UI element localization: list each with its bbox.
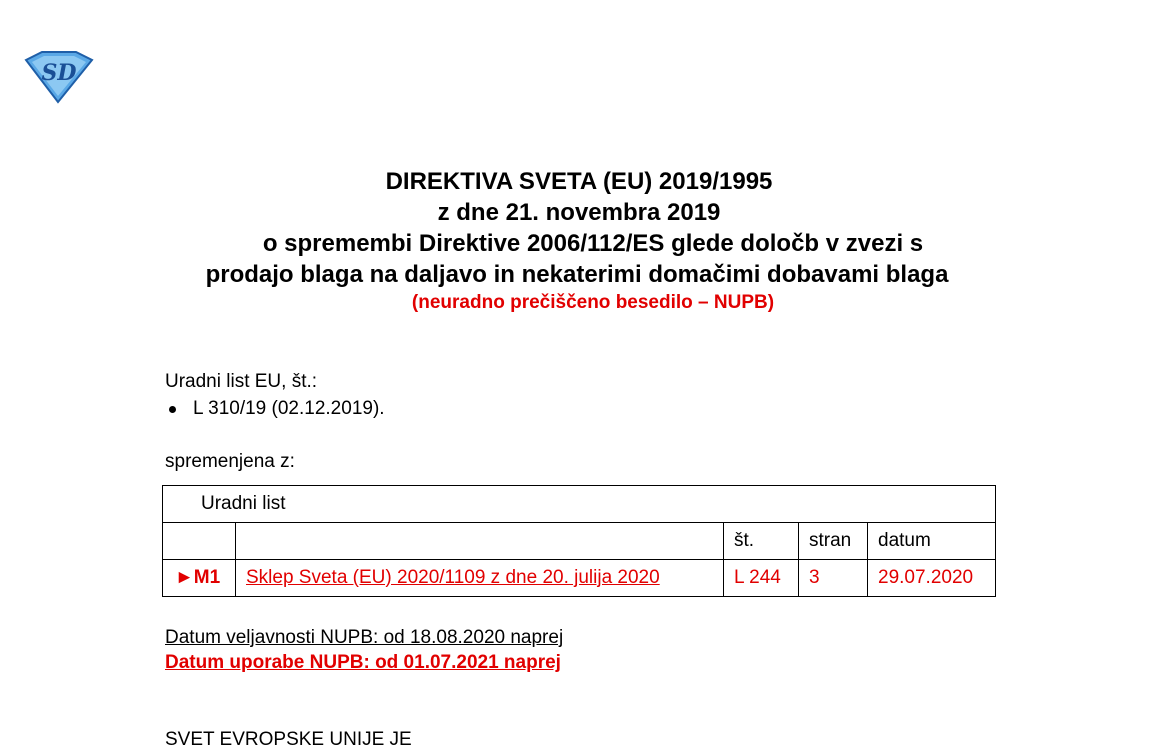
- bullet-icon: [169, 406, 176, 413]
- official-journal-item: [165, 398, 385, 420]
- amendment-act-cell: [236, 560, 724, 597]
- title-line-3: o spremembi Direktive 2006/112/ES glede določb v zvezi s: [262, 230, 924, 257]
- amendment-act-link[interactable]: Sklep Sveta (EU) 2020/1109 z dne 20. julija 2020: [246, 567, 660, 588]
- column-header-page: stran: [799, 523, 868, 560]
- table-column-row: [163, 523, 996, 560]
- table-row: [163, 560, 996, 597]
- title-line-4: prodajo blaga na daljavo in nekaterimi domačimi dobavami blaga: [205, 261, 949, 288]
- validity-date: Datum veljavnosti NUPB: od 18.08.2020 naprej: [165, 627, 564, 648]
- document-subtitle: (neuradno prečiščeno besedilo – NUPB): [411, 292, 775, 313]
- column-header-number: št.: [724, 523, 799, 560]
- svg-text:SD: SD: [41, 60, 77, 86]
- title-line-2: z dne 21. novembra 2019: [437, 199, 721, 226]
- official-journal-label: Uradni list EU, št.:: [165, 371, 318, 392]
- column-header-act: [236, 523, 724, 560]
- amendment-page: 3: [799, 560, 868, 597]
- sd-shield-logo-icon: [22, 50, 96, 104]
- column-header-date: datum: [868, 523, 996, 560]
- official-journal-reference: L 310/19 (02.12.2019).: [193, 398, 385, 419]
- amendment-date: 29.07.2020: [868, 560, 996, 597]
- title-line-1: DIREKTIVA SVETA (EU) 2019/1995: [385, 168, 773, 195]
- table-header: Uradni list: [163, 486, 996, 523]
- column-header-marker: [163, 523, 236, 560]
- preamble-start: SVET EVROPSKE UNIJE JE: [165, 729, 412, 750]
- amendment-number: L 244: [724, 560, 799, 597]
- amended-by-label: spremenjena z:: [165, 451, 295, 472]
- document-title: [0, 166, 1158, 316]
- amendment-marker: ►M1: [163, 560, 236, 597]
- table-header-row: [163, 486, 996, 523]
- application-date: Datum uporabe NUPB: od 01.07.2021 naprej: [165, 652, 561, 673]
- amendments-table: [162, 485, 996, 597]
